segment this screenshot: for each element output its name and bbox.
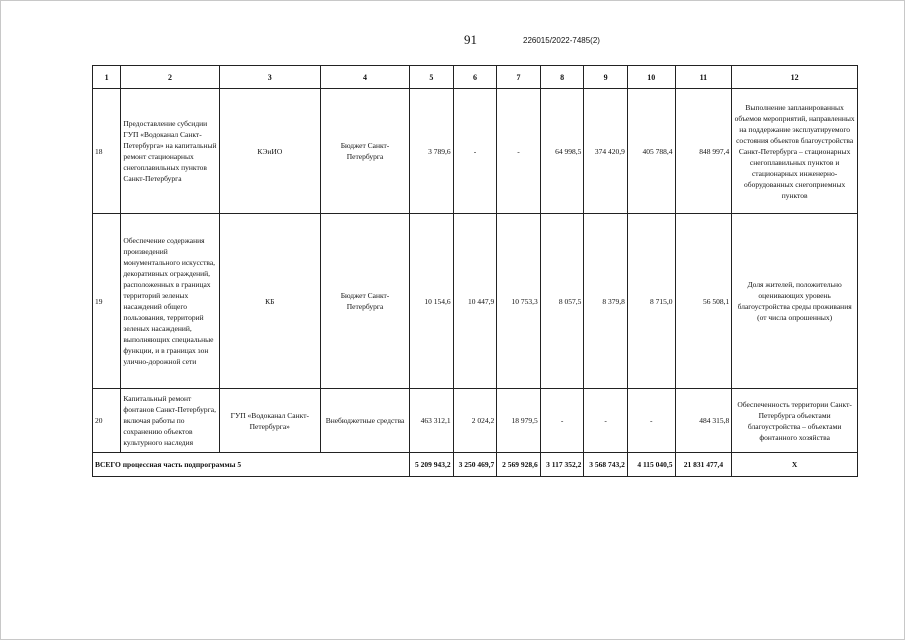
value-col5: 3 789,6	[410, 89, 454, 214]
header-cell: 6	[453, 66, 497, 89]
activity-name: Капитальный ремонт фонтанов Санкт-Петербурга, включая работы по сохранению объектов культурного наследия	[121, 389, 219, 453]
value-col11: 848 997,4	[675, 89, 732, 214]
row-number: 19	[93, 214, 121, 389]
value-col8: 64 998,5	[540, 89, 584, 214]
value-col7: 18 979,5	[497, 389, 541, 453]
header-cell: 1	[93, 66, 121, 89]
value-col10: 405 788,4	[627, 89, 675, 214]
activity-name: Предоставление субсидии ГУП «Водоканал Санкт-Петербурга» на капитальный ремонт стационарных снегоплавильных пунктов Санкт-Петербурга	[121, 89, 219, 214]
executor: ГУП «Водоканал Санкт-Петербурга»	[219, 389, 320, 453]
header-row	[93, 66, 858, 89]
value-col5: 10 154,6	[410, 214, 454, 389]
page-number: 91	[464, 32, 477, 47]
row-number: 20	[93, 389, 121, 453]
value-col7: -	[497, 89, 541, 214]
total-col5: 5 209 943,2	[410, 453, 454, 477]
expected-result: Выполнение запланированных объемов мероприятий, направленных на поддержание эксплуатируемого состояния объектов благоустройства Санкт-Петербурга – стационарных снегоплавильных пунктов и стационарных инженерно-оборудованных снегоприемных пунктов	[732, 89, 858, 214]
header-cell: 10	[627, 66, 675, 89]
value-col5: 463 312,1	[410, 389, 454, 453]
table-row	[93, 389, 858, 453]
value-col7: 10 753,3	[497, 214, 541, 389]
funding-source: Внебюджетные средства	[320, 389, 409, 453]
value-col8: 8 057,5	[540, 214, 584, 389]
funding-source: Бюджет Санкт-Петербурга	[320, 89, 409, 214]
row-number: 18	[93, 89, 121, 214]
expected-result: Обеспеченность территории Санкт-Петербурга объектами благоустройства – объектами фонтанного хозяйства	[732, 389, 858, 453]
total-col9: 3 568 743,2	[584, 453, 628, 477]
header-cell: 3	[219, 66, 320, 89]
header-cell: 7	[497, 66, 541, 89]
funding-source: Бюджет Санкт-Петербурга	[320, 214, 409, 389]
total-col11: 21 831 477,4	[675, 453, 732, 477]
value-col6: -	[453, 89, 497, 214]
value-col10: -	[627, 389, 675, 453]
executor: КЭиИО	[219, 89, 320, 214]
header-cell: 4	[320, 66, 409, 89]
total-col7: 2 569 928,6	[497, 453, 541, 477]
header-cell: 11	[675, 66, 732, 89]
document-code: 226015/2022-7485(2)	[523, 36, 600, 45]
header-cell: 12	[732, 66, 858, 89]
total-label: ВСЕГО процессная часть подпрограммы 5	[93, 453, 410, 477]
expected-result: Доля жителей, положительно оценивающих уровень благоустройства среды проживания (от числа опрошенных)	[732, 214, 858, 389]
value-col11: 484 315,8	[675, 389, 732, 453]
total-col10: 4 115 040,5	[627, 453, 675, 477]
subprogram-table	[92, 65, 858, 477]
value-col9: -	[584, 389, 628, 453]
total-col6: 3 250 469,7	[453, 453, 497, 477]
header-cell: 2	[121, 66, 219, 89]
value-col6: 2 024,2	[453, 389, 497, 453]
header-cell: 5	[410, 66, 454, 89]
total-row	[93, 453, 858, 477]
value-col11: 56 508,1	[675, 214, 732, 389]
table-row	[93, 89, 858, 214]
activity-name: Обеспечение содержания произведений монументального искусства, декоративных ограждений, расположенных в границах территорий зеленых насаждений общего пользования, территорий зеленых насаждений, выполняющих специальные функции, и в границах зон улично-дорожной сети	[121, 214, 219, 389]
value-col6: 10 447,9	[453, 214, 497, 389]
header-cell: 8	[540, 66, 584, 89]
value-col9: 374 420,9	[584, 89, 628, 214]
total-col12: Х	[732, 453, 858, 477]
total-col8: 3 117 352,2	[540, 453, 584, 477]
value-col10: 8 715,0	[627, 214, 675, 389]
table-row	[93, 214, 858, 389]
value-col9: 8 379,8	[584, 214, 628, 389]
value-col8: -	[540, 389, 584, 453]
executor: КБ	[219, 214, 320, 389]
header-cell: 9	[584, 66, 628, 89]
